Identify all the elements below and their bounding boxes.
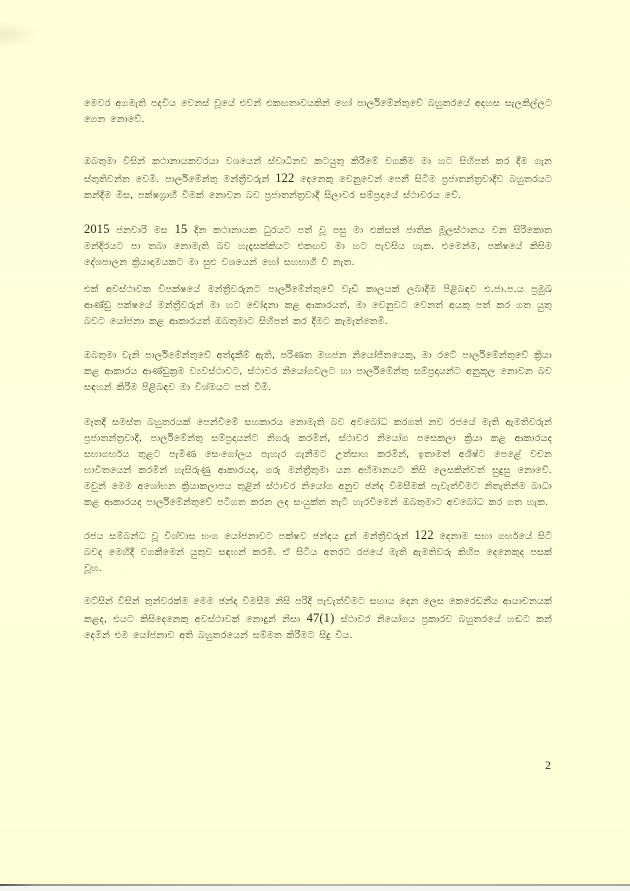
numeral: 47(1) [306,611,335,625]
text-run: ස්ථාවර නියෝගය ප්‍රකාරව බහුතරයේ හඬට කන් දෙමින් එම යෝජනාව අති බහුතරයෙන් සම්මත කිරීමට සිදු විය. [84,614,553,641]
text-run: මෑතදී සමස්ත බහුතරයක් පෙන්වීමේ සහකාරය නොමැති බව අවබෝධ කරගත් නව රජයේ මැති ඇමතිවරුන් ප්‍රජාතන්ත්‍රවාදී, පාර්ලිමේන්තු සම්ප්‍රදායන්ට නිගරු කරමින්, ස්ථාවර නියෝග පසෙකලා ක්‍රියා කළ ආකාරයද සභාගර්භය තුළට පැමිණ සෙංගෝලය පැහැර ගැනීමට උත්සාහ කරමින්, ඉතාමත් අශිෂ්ට පෙළේ වචන භාවිතයෙන් කරමින් හැසිරුණු ආකාරයද, ගරු මන්ත්‍රීතුමා යන අභිමානයට කිසි ලෙසකින්වත් සුදුසු නොවේ. මවුන් මෙම අශෝභන ක්‍රියාකලාපය තුළින් ස්ථාවර නියෝග අනුව ඡන්ද විමසීමක් පැවැත්වීමට නිතැතින්ම බාධා කළ ආකාරයද පාර්ලිමේන්තුවේ පටිගත කරන ලද සංයුක්ත තැටි හැරවීමෙන් ඔබතුමාට අවබෝධ කර ගත හැක. [84,417,552,508]
paragraph-8 [84,594,552,644]
paragraph-2 [84,154,552,204]
text-run: රජය සම්බන්ධ වූ විශ්වාස භංග යෝජනාවට පක්ෂව ඡන්දය දුන් මන්ත්‍රීවරුන් [84,531,415,542]
text-run: මට්සින් විසින් තුන්වරක්ම මෙම ඡන්ද විමසීම නිසි පරිදි පැවැත්වීමට සහාය දෙන ලෙස කෙරෙඩනීය ආයාචනයක් කළද, එයට කිසිදෙනෙකු අවස්ථාවක් නොදුන් නිසා [84,596,552,625]
text-run: දින කථානායක ධුරයට පත් වූ පසු මා එක්සත් ජාතික මූලස්ථානය වන සිරිකොත මන්දිරයට පා තබා නොමැති බව හැදෑසක්කියට එකඟව මා හට පැවසිය හැක. එමෙන්ම, පක්ෂයේ කිසිම දේශපාලන ක්‍රියාදාමයකට මා සුළු වශයෙන් හෝ සහභාගී වී නැත. [84,225,552,268]
paragraph-7 [84,527,552,577]
text-run: එක් අවස්ථාවක විපක්ෂයේ මන්ත්‍රීවරුනට පාර්ලිමේන්තුවේ වැඩි කාලයක් ලබාදීම පිළිබඳව එ.ජා.ප.ය ප්‍රමුඛ ආණ්ඩු පක්ෂයේ මන්ත්‍රීවරුන් මා හට චෝදනා කළ ආකාරයත්, මා වෙනුවට වෙනත් අයකු පත් කර ගත යුතු බවට යෝජනා කළ ආකාරයත් ඔබතුමාට සිහිපත් කර දීමට කැමැත්තෙමි. [84,284,552,327]
scan-margin [0,886,630,891]
page-number: 2 [545,758,551,772]
paragraph-6 [84,415,552,511]
text-run: මෙවර අගමැති පදවිය වෙනස් වූයේ එවන් එකඟතාවයකින් හෝ පාර්ලිමේන්තුවේ බහුතරයේ අදහස සැලකිල්ලට ගෙන නොවේ. [84,98,552,125]
scan-smudge [0,20,40,50]
numeral: 122 [414,528,434,542]
text-run: ඔබතුමා විසින් කථානායකවරයා වශයෙන් ස්වාධීනව කටයුතු කිරීමේ වගකීම මා හට සිහිපත් කර දීම ගැන ස්තුතිවන්ත වෙමි. පාර්ලිමේන්තු මන්ත්‍රීවරුන් [84,156,552,185]
text-run: දෙනෙකු වෙනුවෙන් පෙනී සිටීම ප්‍රජාතන්ත්‍රවාදීව බහුතරයට කන්දීම මිස, පක්ෂග්‍රාහී වීමක් නොවන බව ප්‍රජාතන්ත්‍රවාදී සිලාවර සම්ප්‍රදායේ ස්ථාවරය වේ. [84,174,552,201]
text-run: ඔබතුමා වැනි පාර්ලිමේන්තුවේ අත්දැකීම් ඇති, පරිණත මහජන නියෝජිතයෙකු, මා රටේ පාර්ලිමේන්තුවේ ක්‍රියා කළ ආකාරය ආණ්ඩුක්‍රම ව්‍යවස්ථාවට, ස්ථාවර නියෝගවලට හා පාර්ලිමේන්තු සම්ප්‍රදායන්ට අනුකූල නොවන බව සඳහන් කිරීම පිළිබඳව මා විශ්මයට පත් වීමි. [84,350,552,393]
numeral: 15 [174,222,188,236]
paragraph-4 [84,282,552,330]
text-run: දෙනාම සභා ගර්භයේ සිටි බවද මෙහිදී වගකීමෙන් යුතුව සඳහන් කරමි. ඒ සිටිය අතරට රජයේ මැති ඇමතිවරු කිහිප දෙනෙකුද පසක් වූහ. [84,531,552,574]
paragraph-1 [84,96,552,128]
text-run: ජනවාරි මස [109,225,175,236]
numeral: 2015 [84,222,110,236]
document-body [84,96,552,644]
paragraph-5 [84,348,552,396]
numeral: 122 [275,171,295,185]
paragraph-3 [84,221,552,271]
